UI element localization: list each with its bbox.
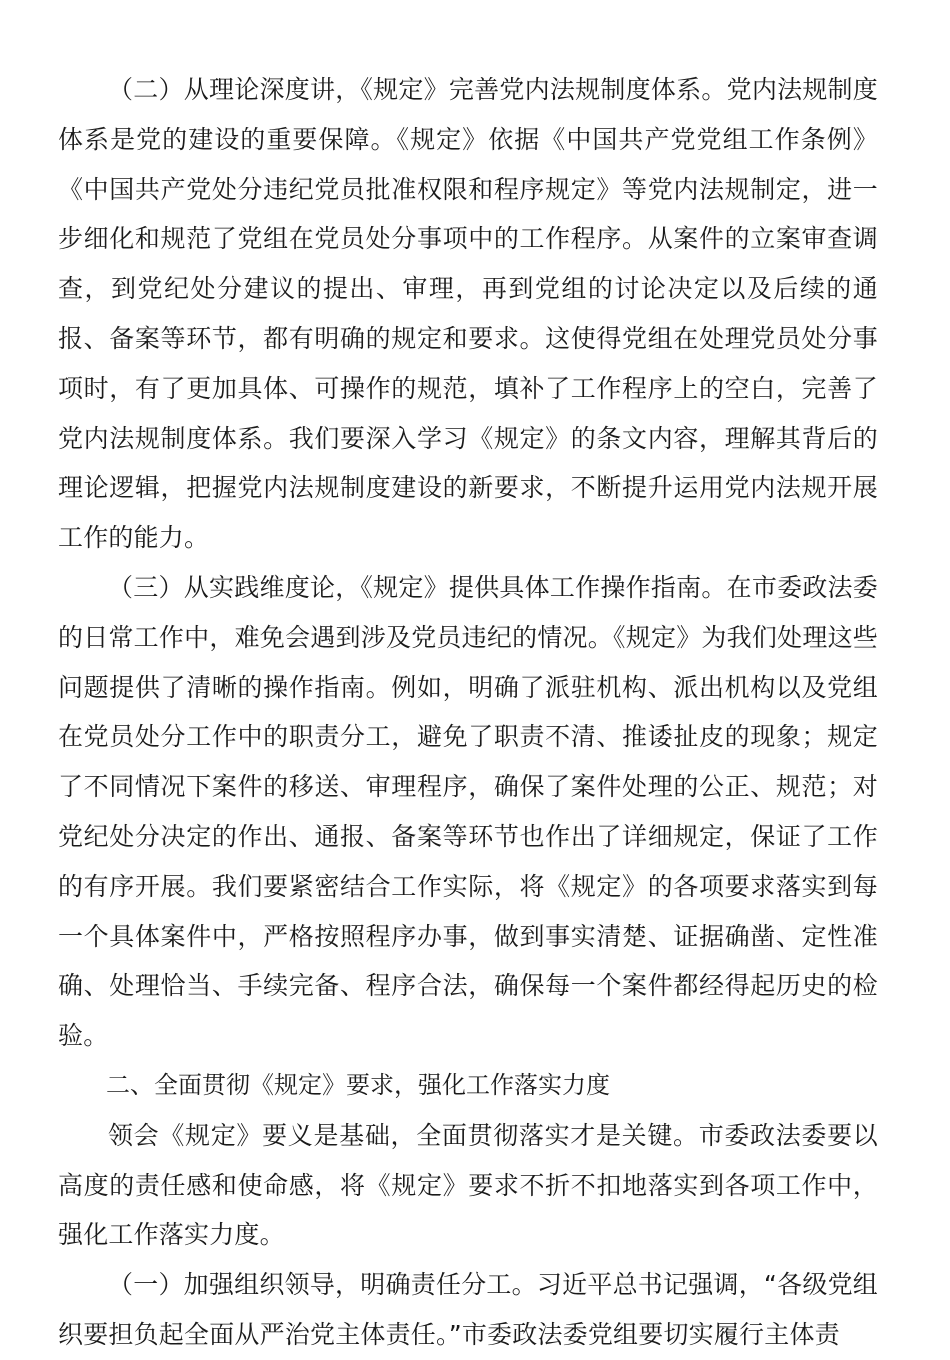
- section-heading: 二、全面贯彻《规定》要求，强化工作落实力度: [106, 1070, 610, 1099]
- paragraph-organization-leadership: （一）加强组织领导，明确责任分工。习近平总书记强调，“各级党组织要担负起全面从严治党主体责任。”市委政法委党组要切实履行主体责: [58, 1270, 878, 1349]
- paragraph-theory-depth: （二）从理论深度讲，《规定》完善党内法规制度体系。党内法规制度体系是党的建设的重要保障。《规定》依据《中国共产党党组工作条例》《中国共产党处分违纪党员批准权限和程序规定》等党内法规制定，进一步细化和规范了党组在党员处分事项中的工作程序。从案件的立案审查调查，到党纪处分建议的提出、审理，再到党组的讨论决定以及后续的通报、备案等环节，都有明确的规定和要求。这使得党组在处理党员处分事项时，有了更加具体、可操作的规范，填补了工作程序上的空白，完善了党内法规制度体系。我们要深入学习《规定》的条文内容，理解其背后的理论逻辑，把握党内法规制度建设的新要求，不断提升运用党内法规开展工作的能力。: [58, 75, 878, 553]
- paragraph-practice-dimension: （三）从实践维度论，《规定》提供具体工作操作指南。在市委政法委的日常工作中，难免会遇到涉及党员违纪的情况。《规定》为我们处理这些问题提供了清晰的操作指南。例如，明确了派驻机构、派出机构以及党组在党员处分工作中的职责分工，避免了职责不清、推诿扯皮的现象；规定了不同情况下案件的移送、审理程序，确保了案件处理的公正、规范；对党纪处分决定的作出、通报、备案等环节也作出了详细规定，保证了工作的有序开展。我们要紧密结合工作实际，将《规定》的各项要求落实到每一个具体案件中，严格按照程序办事，做到事实清楚、证据确凿、定性准确、处理恰当、手续完备、程序合法，确保每一个案件都经得起历史的检验。: [58, 572, 878, 1051]
- paragraph-section-intro: 领会《规定》要义是基础，全面贯彻落实才是关键。市委政法委要以高度的责任感和使命感，将《规定》要求不折不扣地落实到各项工作中，强化工作落实力度。: [58, 1120, 878, 1250]
